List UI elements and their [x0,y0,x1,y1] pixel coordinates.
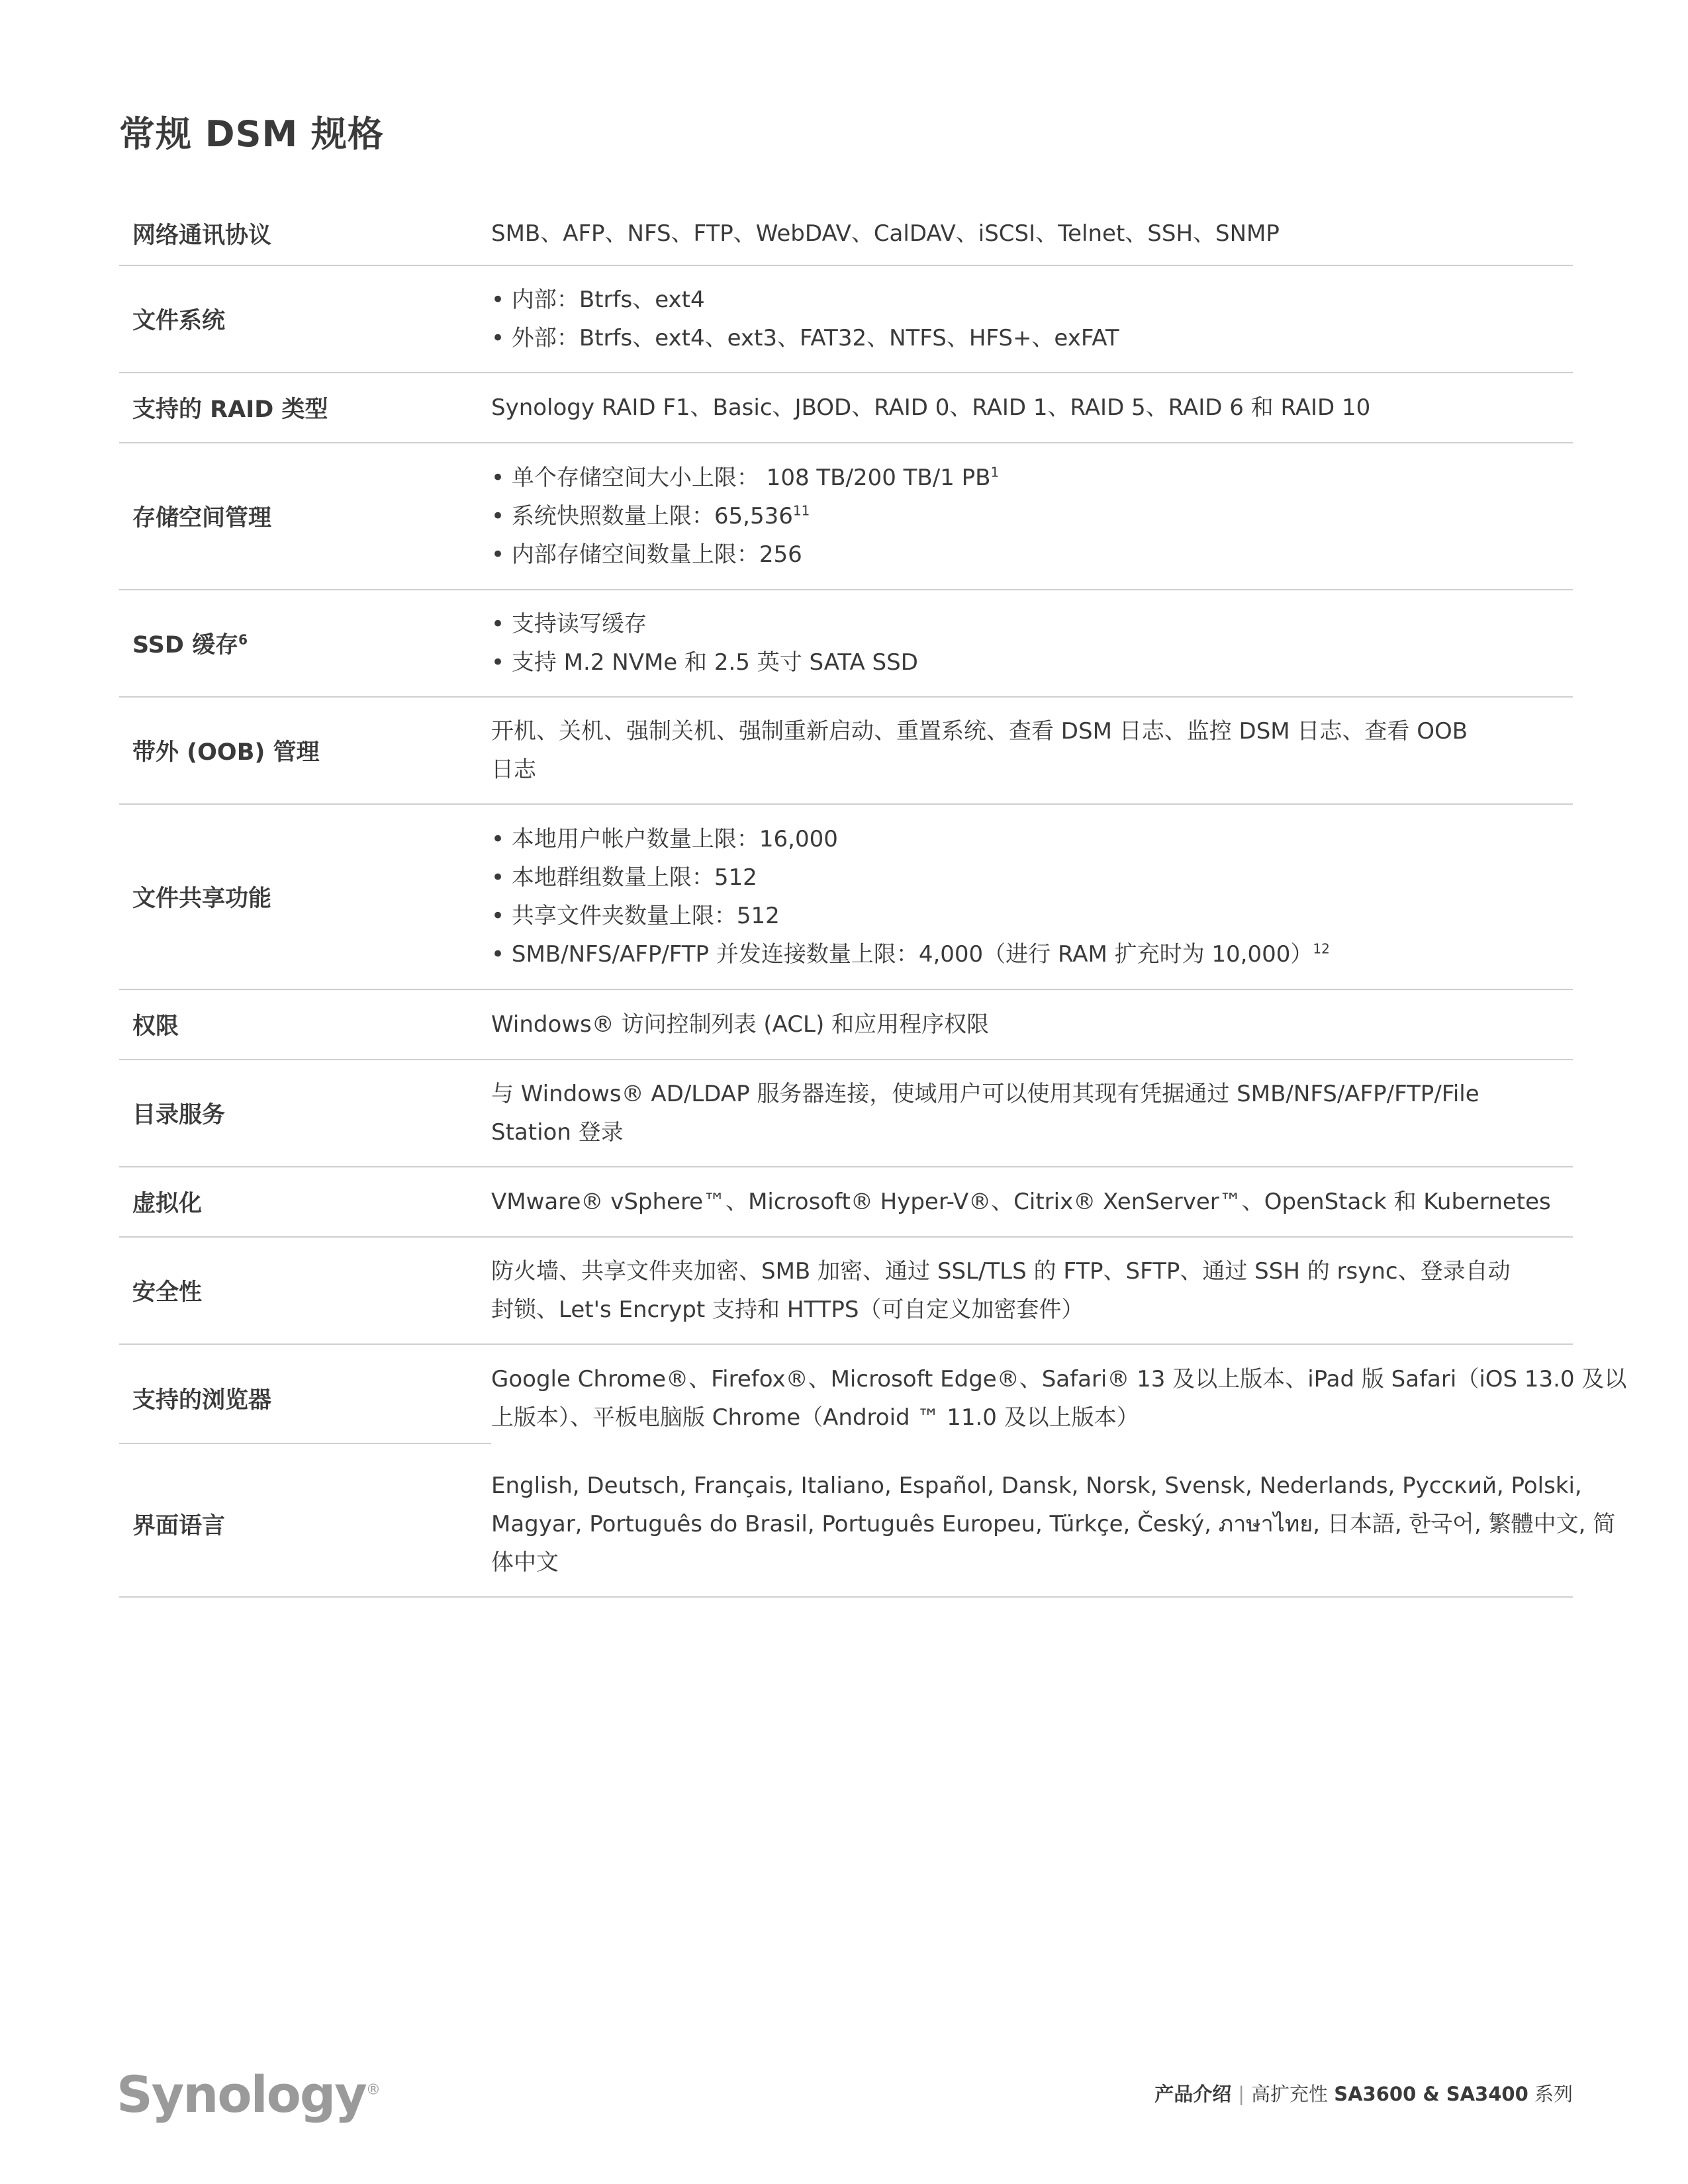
spec-line: • 外部：Btrfs、ext4、ext3、FAT32、NTFS、HFS+、exFAT [491,319,1573,357]
page-title: 常规 DSM 规格 [119,113,385,155]
spec-value [491,373,1573,442]
spec-label: 文件共享功能 [132,886,272,912]
spec-line: • 支持 M.2 NVMe 和 2.5 英寸 SATA SSD [491,643,1573,682]
spec-row-security [119,1238,1573,1345]
spec-table [119,203,1627,1598]
footer-models: SA3600 & SA3400 [1334,2083,1528,2105]
spec-value [491,1452,1615,1596]
spec-row-oob [119,698,1573,805]
spec-line: VMware® vSphere™、Microsoft® Hyper-V®、Citrix® XenServer™、OpenStack 和 Kubernetes [491,1189,1551,1215]
spec-line: • 支持读写缓存 [491,605,1573,643]
spec-value [491,266,1573,372]
spec-row-file-sharing [119,805,1573,990]
spec-row-virtualization [119,1167,1573,1238]
footer-doc-type: 产品介绍 [1154,2083,1232,2105]
spec-label: 支持的浏览器 [132,1387,272,1414]
spec-line: 封锁、Let's Encrypt 支持和 HTTPS（可自定义加密套件） [491,1297,1084,1323]
spec-line: • 本地群组数量上限：512 [491,858,1573,897]
spec-line: Google Chrome®、Firefox®、Microsoft Edge®、Safari® 13 及以上版本、iPad 版 Safari（iOS 13.0 及以 [491,1366,1627,1392]
footnote-mark: 12 [1313,940,1330,957]
spec-label: 目录服务 [132,1102,226,1128]
spec-line: • 共享文件夹数量上限：512 [491,897,1573,935]
spec-row-raid [119,373,1573,443]
footer-subtitle-suffix: 系列 [1528,2083,1573,2105]
footnote-mark: 11 [792,502,810,519]
browser-label-divider [119,1443,491,1444]
spec-line: • 单个存储空间大小上限： 108 TB/200 TB/1 $PB^1$ [491,459,1573,497]
spec-label: 存储空间管理 [132,505,272,531]
spec-row-languages [119,1452,1616,1598]
spec-value [491,1238,1573,1343]
spec-row-file-system [119,266,1573,373]
spec-value [491,805,1573,989]
spec-row-protocols [119,203,1573,266]
spec-line: SMB、AFP、NFS、FTP、WebDAV、CalDAV、iSCSI、Telnet、SSH、SNMP [491,220,1280,247]
spec-line: • SMB/NFS/AFP/FTP 并发连接数量上限：4,000（进行 RAM 扩充时为 10,000）$^{12}$ [491,935,1573,974]
footer-separator: | [1238,2083,1244,2105]
spec-label: 网络通讯协议 [132,222,272,249]
spec-label: 虚拟化 [132,1191,203,1217]
spec-label: 带外 (OOB) 管理 [132,739,320,766]
spec-label: 文件系统 [132,308,226,334]
spec-value [491,443,1573,589]
spec-label: 支持的 RAID 类型 [132,396,328,423]
spec-line: • 内部存储空间数量上限：256 [491,535,1573,574]
spec-value [491,1167,1573,1236]
footnote-mark: 1 [990,464,1000,480]
spec-line: Windows® 访问控制列表 (ACL) 和应用程序权限 [491,1011,990,1038]
footer-subtitle-prefix: 高扩充性 [1250,2083,1335,2105]
spec-label: 安全性 [132,1279,203,1306]
synology-logo: Synology® [117,2065,379,2124]
spec-line: • 系统快照数量上限：65,536$^{11}$ [491,497,1573,535]
spec-value [491,1345,1626,1452]
spec-line: 防火墙、共享文件夹加密、SMB 加密、通过 SSL/TLS 的 FTP、SFTP、通过 SSH 的 rsync、登录自动 [491,1258,1511,1285]
spec-line: Station 登录 [491,1119,624,1146]
spec-value [491,990,1573,1059]
spec-line: • 内部：Btrfs、ext4 [491,281,1573,319]
spec-line: Magyar, Português do Brasil, Português Europeu, Türkçe, Český, ภาษาไทย, 日本語, 한국어, 繁體中文, 简 [491,1511,1616,1537]
spec-line: • 本地用户帐户数量上限：16,000 [491,820,1573,858]
page-footer [1154,2079,1573,2107]
footnote-mark: 6 [238,631,248,648]
spec-line: Synology RAID F1、Basic、JBOD、RAID 0、RAID 1、RAID 5、RAID 6 和 RAID 10 [491,394,1371,421]
spec-line: 日志 [491,756,536,783]
spec-value [491,1060,1573,1166]
spec-line: English, Deutsch, Français, Italiano, Español, Dansk, Norsk, Svensk, Nederlands, Русский, Polski, [491,1473,1582,1499]
spec-value [491,203,1573,265]
spec-label: 权限 [132,1013,179,1040]
spec-line: 体中文 [491,1549,559,1576]
spec-label: 界面语言 [132,1513,226,1539]
spec-value [491,698,1573,803]
spec-row-directory [119,1060,1573,1167]
spec-line: 开机、关机、强制关机、强制重新启动、重置系统、查看 DSM 日志、监控 DSM 日志、查看 OOB [491,718,1468,745]
spec-line: 上版本）、平板电脑版 Chrome（Android ™ 11.0 及以上版本） [491,1404,1139,1431]
spec-label: SSD 缓存$^6$ [132,631,248,659]
spec-row-ssd-cache [119,590,1573,698]
spec-line: 与 Windows® AD/LDAP 服务器连接，使域用户可以使用其现有凭据通过 SMB/NFS/AFP/FTP/File [491,1081,1479,1107]
spec-row-browsers [119,1345,1627,1452]
spec-value [491,590,1573,696]
spec-row-permissions [119,990,1573,1060]
spec-row-storage [119,443,1573,590]
